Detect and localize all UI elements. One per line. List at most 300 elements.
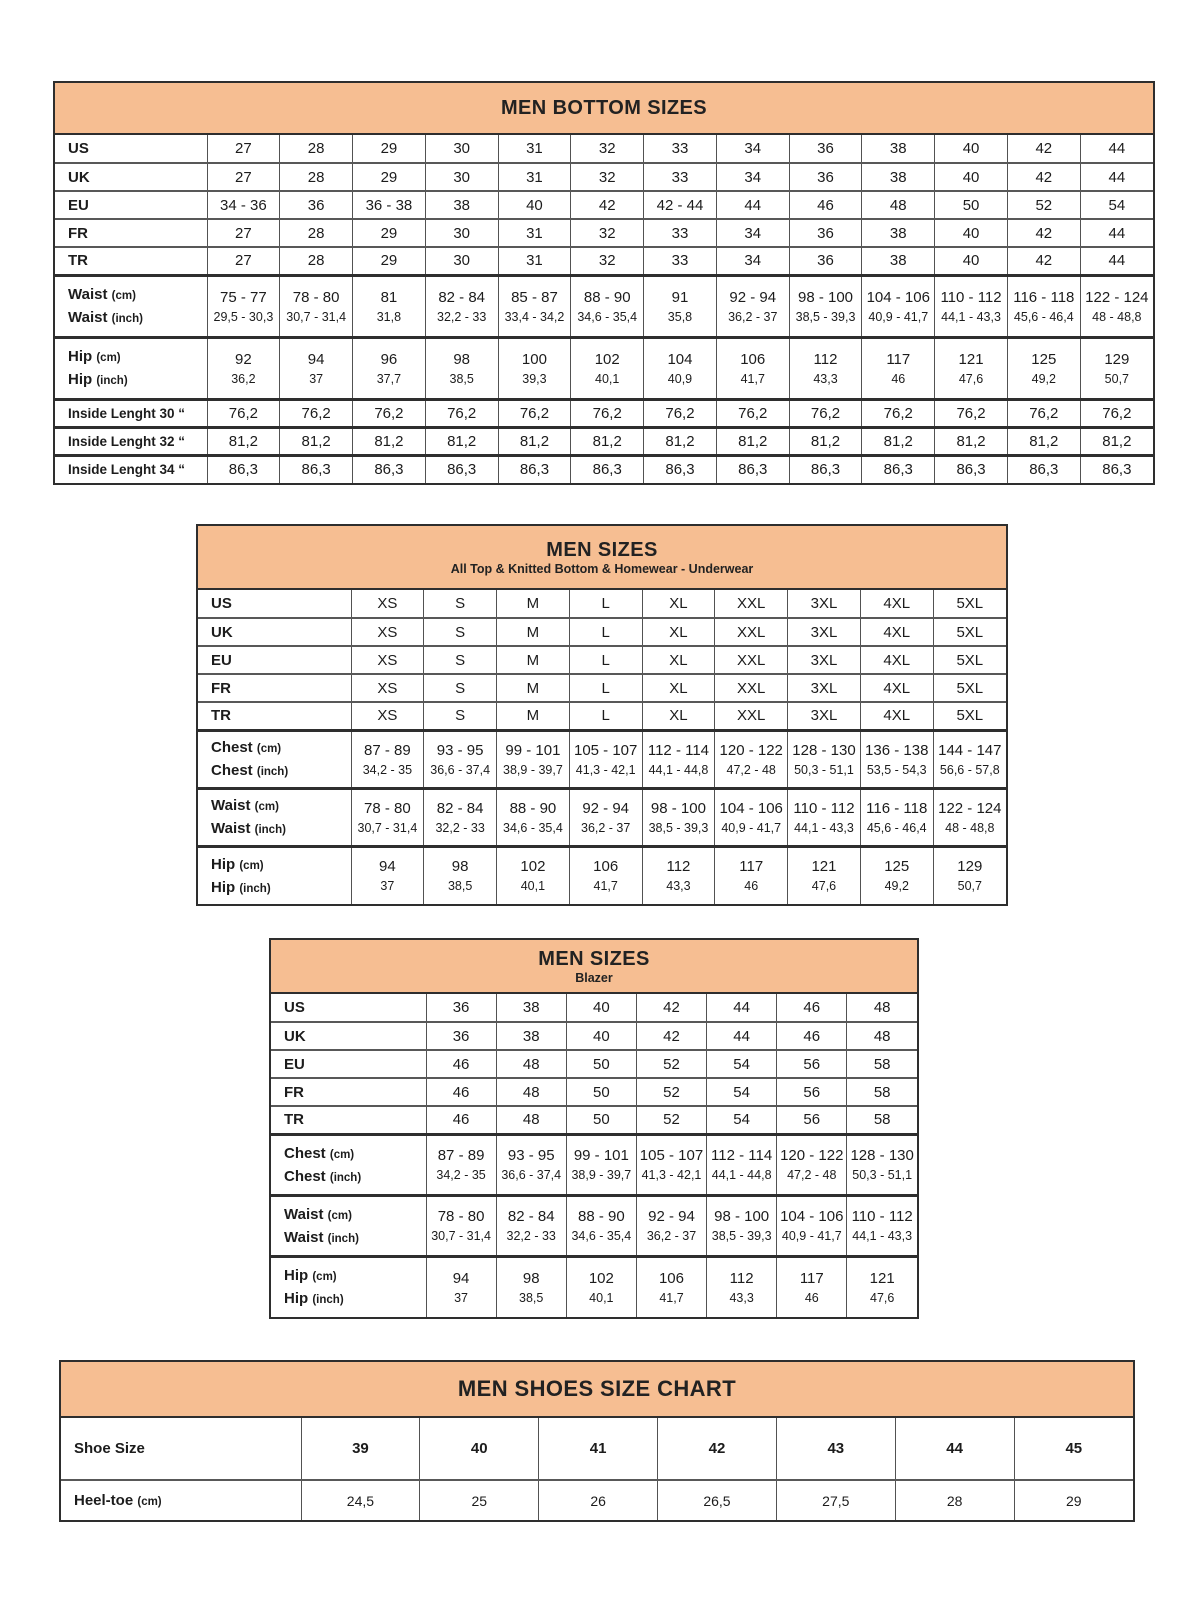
row-label-line-inch: [211, 817, 351, 844]
row-label: [198, 730, 351, 788]
size-cell: 38: [862, 247, 935, 275]
size-cell-cm: 121: [869, 1269, 895, 1287]
size-cell: S: [424, 646, 497, 674]
row-label: [271, 1106, 426, 1134]
size-cell: [933, 730, 1006, 788]
size-cell: [426, 1256, 496, 1317]
size-cell: 5XL: [933, 618, 1006, 646]
size-cell: XL: [642, 674, 715, 702]
row-label-text: Inside Lenght 32 “: [68, 433, 186, 449]
size-cell-cm: 82 - 84: [438, 288, 486, 306]
size-cell: [1080, 337, 1153, 399]
size-cell: 28: [280, 219, 353, 247]
size-cell-cm: 112 - 114: [647, 741, 710, 759]
size-cell: 86,3: [935, 455, 1008, 483]
size-cell-cm: 117: [886, 350, 911, 368]
size-cell: [777, 1195, 847, 1256]
size-cell-inch: 37: [309, 371, 324, 386]
size-cell: 54: [1080, 191, 1153, 219]
size-cell: 76,2: [1080, 399, 1153, 427]
size-cell: 36: [426, 1022, 496, 1050]
size-cell-cm: 102: [520, 858, 546, 876]
size-cell-cm: 117: [799, 1269, 824, 1287]
row-label: [271, 1195, 426, 1256]
size-cell: XL: [642, 646, 715, 674]
size-cell-cm: 93 - 95: [507, 1147, 555, 1164]
size-cell: 38: [425, 191, 498, 219]
row-label: [55, 427, 207, 455]
size-cell: 76,2: [207, 399, 280, 427]
size-cell: 5XL: [933, 674, 1006, 702]
row-label-text: Waist: [68, 286, 108, 303]
row-label: [198, 618, 351, 646]
size-cell: [777, 1256, 847, 1317]
size-cell: 44: [895, 1418, 1014, 1480]
row-label: [198, 590, 351, 618]
size-cell: 42 - 44: [644, 191, 717, 219]
size-cell: 42: [571, 191, 644, 219]
row-label: [55, 163, 207, 191]
row-label-line-inch: [284, 1165, 426, 1192]
size-cell: [644, 275, 717, 337]
size-cell-inch: 38,5: [447, 879, 473, 894]
size-cell-cm: 121: [811, 858, 837, 876]
size-cell: 29: [353, 219, 426, 247]
size-cell: 30: [425, 135, 498, 163]
size-cell: 44: [1080, 163, 1153, 191]
size-cell: [566, 1134, 636, 1195]
size-cell: 45: [1014, 1418, 1133, 1480]
size-cell: [425, 337, 498, 399]
size-cell-cm: 116 - 118: [866, 799, 928, 817]
size-cell: [566, 1256, 636, 1317]
size-cell: 40: [420, 1418, 539, 1480]
table-row: [61, 1418, 1133, 1480]
size-cell: 42: [636, 994, 706, 1022]
size-cell: 52: [1007, 191, 1080, 219]
table-row: [55, 337, 1153, 399]
size-cell: 81,2: [571, 427, 644, 455]
size-cell-inch: 38,5 - 39,3: [795, 309, 856, 324]
size-cell: 28: [895, 1480, 1014, 1520]
size-cell: 52: [636, 1078, 706, 1106]
size-cell: [426, 1195, 496, 1256]
size-cell-cm: 92 - 94: [729, 288, 777, 306]
size-cell-cm: 106: [740, 350, 766, 368]
row-label-text: Waist: [284, 1205, 324, 1223]
size-cell-cm: 112: [729, 1269, 754, 1287]
row-label: [55, 191, 207, 219]
size-cell: [426, 1134, 496, 1195]
size-cell: 86,3: [425, 455, 498, 483]
row-label-unit: (cm): [329, 1148, 355, 1161]
size-cell: 30: [425, 247, 498, 275]
size-cell: 76,2: [498, 399, 571, 427]
size-cell: 3XL: [788, 674, 861, 702]
size-cell-cm: 129: [1104, 350, 1130, 368]
size-cell-cm: 98 - 100: [650, 799, 706, 817]
size-cell: 38: [496, 1022, 566, 1050]
row-label-line-cm: [211, 790, 351, 817]
row-label-line-cm: [284, 1260, 426, 1287]
size-cell-inch: 44,1 - 44,8: [648, 762, 709, 777]
size-cell: 30: [425, 219, 498, 247]
row-label-text: Chest: [211, 762, 253, 779]
row-label-unit: (inch): [327, 1232, 359, 1245]
size-cell-inch: 44,1 - 43,3: [941, 309, 1001, 324]
table-row: [198, 590, 1006, 618]
size-cell: XS: [351, 674, 424, 702]
size-cell: [571, 275, 644, 337]
size-cell: 86,3: [353, 455, 426, 483]
size-cell: [351, 730, 424, 788]
size-cell-cm: 88 - 90: [583, 288, 631, 306]
size-cell: S: [424, 674, 497, 702]
size-cell: [571, 337, 644, 399]
size-cell-inch: 38,5 - 39,3: [711, 1229, 772, 1243]
size-cell: M: [497, 618, 570, 646]
size-cell-inch: 46: [804, 1290, 819, 1305]
size-cell-inch: 32,2 - 33: [506, 1229, 556, 1243]
size-cell-cm: 105 - 107: [639, 1147, 704, 1164]
table-row: [55, 219, 1153, 247]
table-row: [198, 702, 1006, 730]
table-row: [271, 1050, 917, 1078]
size-cell-inch: 38,5: [519, 1290, 544, 1305]
size-cell: 38: [862, 163, 935, 191]
size-cell: [789, 337, 862, 399]
size-cell: 58: [847, 1106, 917, 1134]
size-cell-cm: 78 - 80: [364, 799, 411, 817]
size-cell-inch: 30,7 - 31,4: [431, 1229, 491, 1243]
row-label-unit: (cm): [239, 859, 264, 872]
size-cell-cm: 117: [739, 858, 764, 876]
size-cell: 3XL: [788, 702, 861, 730]
men-sizes-blazer-table: [269, 938, 919, 1319]
row-label-text: EU: [284, 1055, 305, 1073]
size-cell-cm: 102: [594, 350, 620, 368]
size-cell: 31: [498, 135, 571, 163]
size-cell: [636, 1134, 706, 1195]
size-cell: 27: [207, 219, 280, 247]
size-cell: XXL: [715, 618, 788, 646]
size-cell: [569, 730, 642, 788]
size-cell: [566, 1195, 636, 1256]
size-cell-inch: 34,6 - 35,4: [503, 820, 563, 835]
size-cell-cm: 98 - 100: [714, 1208, 770, 1225]
row-label-line-cm: [68, 341, 207, 368]
size-cell: 42: [1007, 163, 1080, 191]
size-cell: 86,3: [498, 455, 571, 483]
size-cell-inch: 44,1 - 43,3: [794, 820, 854, 835]
row-label-text: Waist: [68, 309, 108, 326]
size-cell: [1080, 275, 1153, 337]
size-cell-inch: 40,1: [589, 1290, 614, 1305]
size-cell-cm: 106: [593, 858, 619, 876]
size-cell-cm: 96: [380, 350, 398, 368]
size-grid: [61, 1418, 1133, 1520]
size-cell: 48: [847, 994, 917, 1022]
size-cell: [933, 788, 1006, 846]
row-label: [271, 1022, 426, 1050]
size-cell-cm: 110 - 112: [793, 799, 855, 817]
size-cell-inch: 41,7: [740, 371, 765, 386]
row-label: [198, 674, 351, 702]
size-cell-cm: 104 - 106: [780, 1208, 844, 1225]
size-cell: 86,3: [644, 455, 717, 483]
size-cell: 86,3: [862, 455, 935, 483]
size-cell: 81,2: [789, 427, 862, 455]
size-cell: 52: [636, 1050, 706, 1078]
row-label-unit: (inch): [329, 1171, 362, 1184]
size-cell: [353, 275, 426, 337]
row-label-unit: (cm): [111, 290, 136, 302]
row-label-text: TR: [211, 707, 231, 725]
row-label-line-inch: [284, 1287, 426, 1314]
row-label: [55, 399, 207, 427]
table-row: [271, 1195, 917, 1256]
size-cell: 28: [280, 163, 353, 191]
size-cell: 5XL: [933, 702, 1006, 730]
size-cell: 50: [566, 1078, 636, 1106]
size-cell: 42: [658, 1418, 777, 1480]
size-cell-cm: 112: [813, 350, 838, 368]
row-label: [55, 455, 207, 483]
size-cell: 48: [847, 1022, 917, 1050]
size-cell: 40: [935, 163, 1008, 191]
size-cell-cm: 102: [588, 1269, 614, 1287]
size-cell-inch: 36,2 - 37: [581, 820, 631, 835]
size-cell-inch: 49,2: [1031, 371, 1056, 386]
size-cell: [789, 275, 862, 337]
row-label-text: US: [284, 999, 305, 1016]
size-cell: XL: [642, 590, 715, 618]
table-title: MEN SIZES: [546, 538, 658, 561]
size-cell: [860, 788, 933, 846]
size-cell-cm: 88 - 90: [509, 799, 557, 817]
size-cell-inch: 38,9 - 39,7: [503, 762, 563, 777]
size-cell: [707, 1134, 777, 1195]
size-cell-inch: 45,6 - 46,4: [866, 820, 927, 835]
size-cell-inch: 48 - 48,8: [1092, 309, 1142, 324]
row-label: [55, 135, 207, 163]
size-cell-cm: 128 - 130: [792, 741, 856, 759]
size-cell-cm: 98 - 100: [797, 288, 854, 306]
row-label-text: TR: [68, 252, 88, 270]
size-cell: S: [424, 618, 497, 646]
row-label-text: Hip: [284, 1290, 309, 1308]
row-label: [55, 275, 207, 337]
row-label-text: Hip: [211, 855, 236, 873]
row-label-unit: (cm): [256, 743, 282, 755]
size-cell-inch: 46: [744, 879, 759, 894]
size-cell: S: [424, 590, 497, 618]
size-cell: [207, 275, 280, 337]
row-label-line-cm: [68, 279, 207, 306]
size-cell: 29: [1014, 1480, 1133, 1520]
size-cell: [935, 337, 1008, 399]
table-header: [55, 83, 1153, 135]
size-cell: XS: [351, 646, 424, 674]
size-cell: [788, 846, 861, 904]
size-cell: 4XL: [860, 702, 933, 730]
size-cell-inch: 36,6 - 37,4: [501, 1168, 562, 1182]
size-cell-cm: 125: [1031, 350, 1057, 368]
table-row: [198, 618, 1006, 646]
size-cell: 27: [207, 135, 280, 163]
table-row: [198, 846, 1006, 904]
table-title: MEN BOTTOM SIZES: [500, 96, 708, 119]
size-cell: 86,3: [280, 455, 353, 483]
table-row: [55, 191, 1153, 219]
table-row: [55, 275, 1153, 337]
size-cell-cm: 129: [957, 858, 983, 876]
size-cell-cm: 110 - 112: [851, 1208, 913, 1225]
size-cell: 27: [207, 247, 280, 275]
size-cell: 40: [935, 247, 1008, 275]
size-cell-inch: 30,7 - 31,4: [286, 309, 347, 324]
table-row: [55, 455, 1153, 483]
size-cell-inch: 40,9 - 41,7: [721, 820, 782, 835]
size-cell: 44: [1080, 247, 1153, 275]
size-cell-cm: 88 - 90: [578, 1208, 625, 1225]
size-cell: [716, 275, 789, 337]
row-label: [55, 247, 207, 275]
row-label-unit: (cm): [254, 801, 279, 813]
size-cell: 50: [566, 1050, 636, 1078]
size-cell-cm: 94: [379, 858, 396, 876]
size-cell: [642, 730, 715, 788]
size-cell: 32: [571, 163, 644, 191]
size-cell: 76,2: [425, 399, 498, 427]
size-cell: 28: [280, 135, 353, 163]
size-cell-cm: 78 - 80: [292, 288, 340, 306]
size-cell: 34: [716, 247, 789, 275]
table-header: [61, 1362, 1133, 1418]
row-label-text: Waist: [211, 820, 251, 837]
size-cell: 32: [571, 219, 644, 247]
size-cell-inch: 56,6 - 57,8: [939, 762, 1000, 777]
size-cell: [636, 1256, 706, 1317]
size-cell-inch: 40,9: [667, 371, 693, 386]
size-cell: L: [569, 702, 642, 730]
size-cell: 30: [425, 163, 498, 191]
size-cell-inch: 33,4 - 34,2: [504, 309, 565, 324]
size-cell: [642, 846, 715, 904]
size-cell-inch: 47,6: [870, 1290, 895, 1305]
row-label-line-inch: [68, 368, 207, 395]
size-cell-cm: 110 - 112: [940, 288, 1002, 306]
size-cell-cm: 105 - 107: [573, 741, 638, 759]
size-cell: 33: [644, 247, 717, 275]
row-label-line-cm: [211, 732, 351, 759]
size-cell: 29: [353, 135, 426, 163]
size-cell-cm: 85 - 87: [511, 288, 558, 306]
size-cell-cm: 125: [884, 858, 910, 876]
size-cell: 3XL: [788, 618, 861, 646]
size-cell: 58: [847, 1078, 917, 1106]
size-cell: [847, 1256, 917, 1317]
row-label-unit: (inch): [312, 1294, 344, 1307]
table-row: [55, 399, 1153, 427]
size-cell: M: [497, 646, 570, 674]
size-cell-inch: 41,7: [659, 1290, 684, 1305]
row-label: [61, 1418, 301, 1480]
size-cell: 33: [644, 135, 717, 163]
size-cell-inch: 36,2: [231, 371, 256, 386]
size-cell: [860, 730, 933, 788]
size-cell: [207, 337, 280, 399]
size-cell: 33: [644, 219, 717, 247]
size-cell-inch: 37: [454, 1290, 469, 1305]
size-cell-cm: 82 - 84: [436, 799, 484, 817]
row-label-unit: (cm): [312, 1271, 337, 1284]
size-cell: [351, 846, 424, 904]
size-cell-inch: 38,5 - 39,3: [648, 820, 709, 835]
size-cell: L: [569, 674, 642, 702]
table-header: [271, 940, 917, 994]
men-bottom-sizes-table: [53, 81, 1155, 485]
row-label-text: Chest: [211, 739, 253, 756]
size-cell: 34 - 36: [207, 191, 280, 219]
size-cell-cm: 81: [380, 288, 398, 306]
size-cell: 81,2: [280, 427, 353, 455]
row-label-unit: (inch): [254, 824, 286, 836]
size-cell: 56: [777, 1050, 847, 1078]
size-cell: 36: [789, 247, 862, 275]
size-cell: XS: [351, 590, 424, 618]
row-label-text: EU: [68, 196, 89, 214]
size-cell: 36: [426, 994, 496, 1022]
size-cell-cm: 87 - 89: [437, 1147, 485, 1164]
size-cell: 4XL: [860, 590, 933, 618]
size-cell: XS: [351, 618, 424, 646]
size-cell: 56: [777, 1078, 847, 1106]
size-cell-inch: 47,6: [811, 879, 837, 894]
table-row: [198, 674, 1006, 702]
size-cell-inch: 34,6 - 35,4: [571, 1229, 632, 1243]
row-label-line-cm: [284, 1138, 426, 1165]
size-cell: 46: [426, 1106, 496, 1134]
size-cell: XXL: [715, 674, 788, 702]
row-label: [271, 994, 426, 1022]
size-cell-cm: 104: [667, 350, 693, 368]
size-cell: [788, 788, 861, 846]
size-cell: 26: [539, 1480, 658, 1520]
row-label: [198, 646, 351, 674]
row-label-line-cm: [284, 1199, 426, 1226]
size-cell: 27,5: [776, 1480, 895, 1520]
size-cell-inch: 43,3: [813, 371, 838, 386]
size-cell-cm: 99 - 101: [505, 741, 561, 759]
size-cell: 44: [1080, 219, 1153, 247]
size-cell: 76,2: [644, 399, 717, 427]
size-cell: L: [569, 646, 642, 674]
size-cell: 52: [636, 1106, 706, 1134]
row-label-text: Chest: [284, 1144, 326, 1162]
size-cell: [715, 846, 788, 904]
size-cell: [569, 788, 642, 846]
size-cell-cm: 82 - 84: [507, 1208, 555, 1225]
row-label-text: Waist: [211, 797, 251, 814]
size-cell-inch: 43,3: [729, 1290, 754, 1305]
row-label-line-inch: [211, 759, 351, 786]
size-cell: [424, 846, 497, 904]
size-cell: 40: [566, 994, 636, 1022]
size-cell: [496, 1134, 566, 1195]
size-cell: [847, 1195, 917, 1256]
size-cell-inch: 43,3: [666, 879, 691, 894]
